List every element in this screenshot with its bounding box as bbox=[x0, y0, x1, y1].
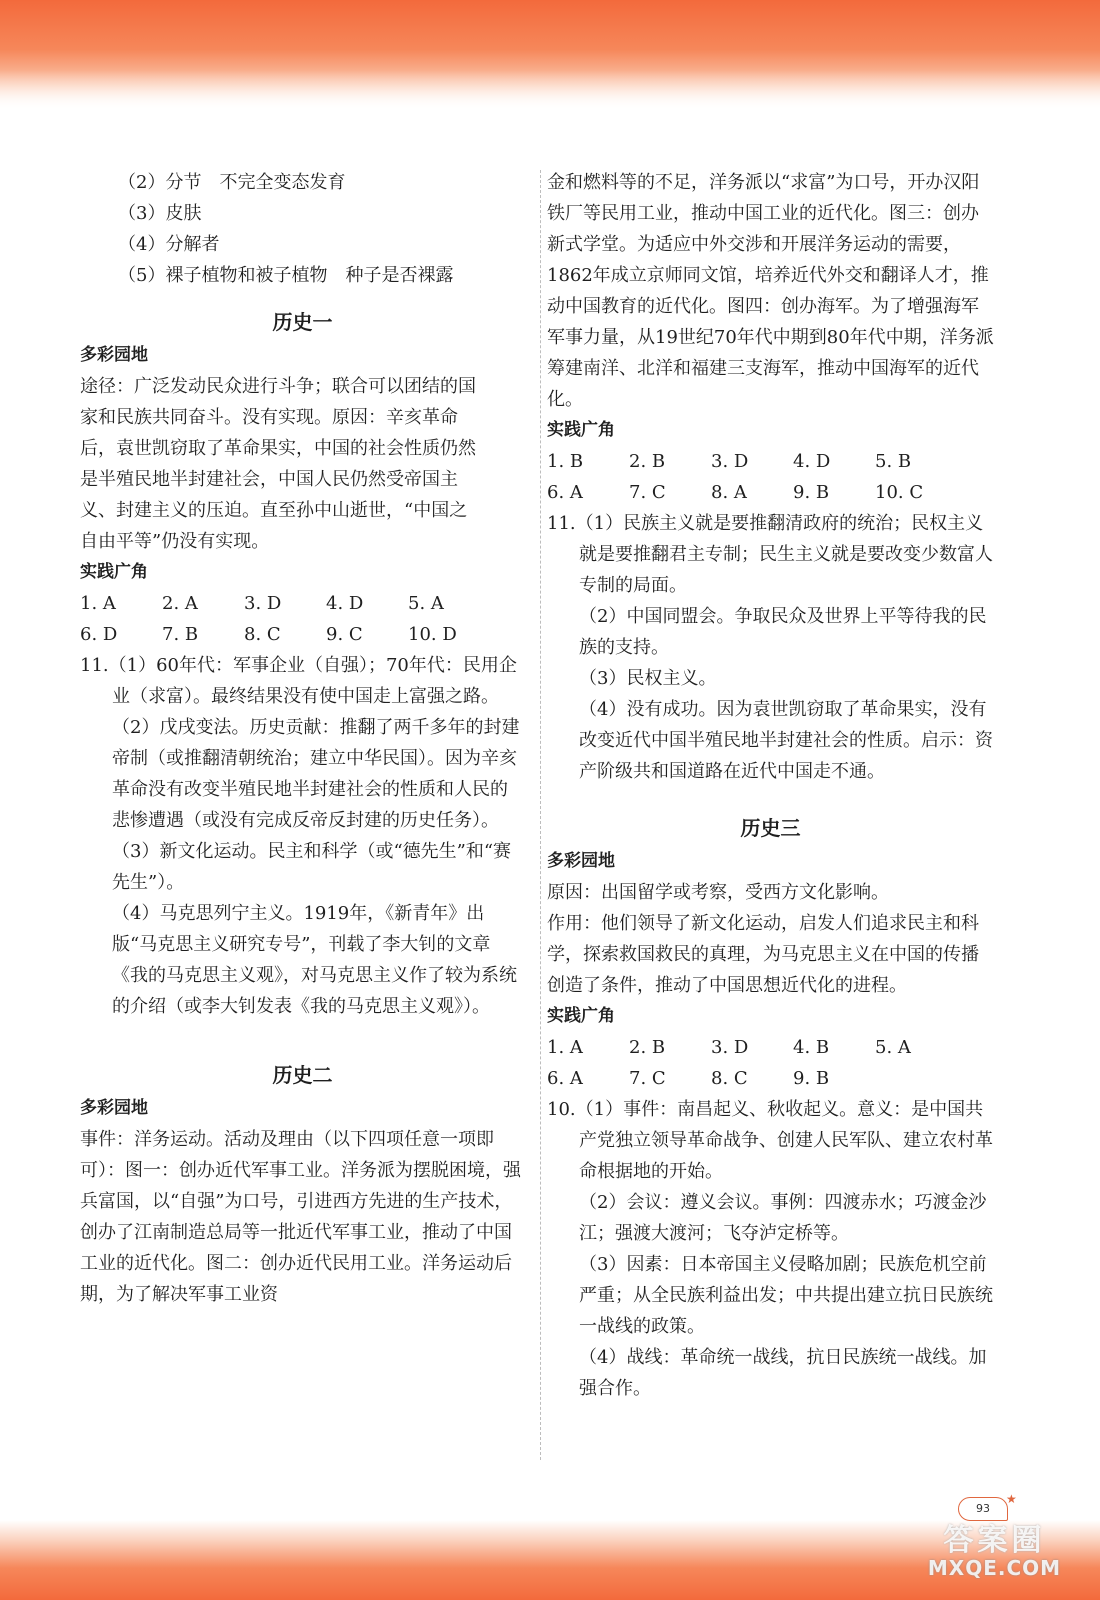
subheading-shijian: 实践广角 bbox=[80, 562, 148, 582]
subheading-shijian: 实践广角 bbox=[547, 1006, 615, 1026]
page-number: 93 bbox=[958, 1497, 1008, 1521]
column-divider bbox=[540, 170, 541, 1460]
answer-item: 3. D bbox=[711, 1037, 749, 1058]
left-column bbox=[80, 167, 525, 1310]
question-11-part4: （4）马克思列宁主义。1919年，《新青年》出版“马克思主义研究专号”，刊载了李大钊的文章《我的马克思主义观》，对马克思主义作了较为系统的介绍（或李大钊发表《我的马克思主义观》）。 bbox=[112, 903, 517, 1017]
question-11-part3: （3）民权主义。 bbox=[579, 668, 717, 689]
answer-item: 9. B bbox=[793, 1068, 830, 1089]
history2-paragraph-continued: 金和燃料等的不足，洋务派以“求富”为口号，开办汉阳铁厂等民用工业，推动中国工业的近代化。图三：创办新式学堂。为适应中外交涉和开展洋务运动的需要，1862年成立京师同文馆，培养近代外交和翻译人才，推动中国教育的近代化。图四：创办海军。为了增强海军军事力量，从19世纪70年代中期到80年代中期，洋务派筹建南洋、北洋和福建三支海军，推动中国海军的近代化。 bbox=[547, 172, 994, 410]
watermark-logo bbox=[902, 1525, 1087, 1585]
answer-row bbox=[547, 1063, 994, 1094]
answer-item: 2. B bbox=[629, 451, 666, 472]
answer-item: 5. A bbox=[875, 1037, 911, 1058]
answer-row bbox=[80, 588, 525, 619]
answer-item: 2. B bbox=[629, 1037, 666, 1058]
answer-item: 6. A bbox=[547, 482, 583, 503]
history2-paragraph: 事件：洋务运动。活动及理由（以下四项任意一项即可）：图一：创办近代军事工业。洋务派为摆脱困境，强兵富国，以“自强”为口号，引进西方先进的生产技术，创办了江南制造总局等一批近代军事工业，推动了中国工业的近代化。图二：创办近代民用工业。洋务运动后期，为了解决军事工业资 bbox=[80, 1129, 521, 1305]
answer-item: 1. A bbox=[80, 593, 116, 614]
right-column bbox=[547, 167, 994, 1404]
bio-answer-line: （2）分节 不完全变态发育 bbox=[118, 172, 346, 193]
answer-item: 5. B bbox=[875, 451, 912, 472]
answer-item: 10. C bbox=[875, 482, 924, 503]
subheading-duocai: 多彩园地 bbox=[547, 851, 615, 871]
question-11-part2: （2）戊戌变法。历史贡献：推翻了两千多年的封建帝制（或推翻清朝统治；建立中华民国）。因为辛亥革命没有改变半殖民地半封建社会的性质和人民的悲惨遭遇（或没有完成反帝反封建的历史任务）。 bbox=[112, 717, 520, 831]
answer-item: 4. D bbox=[793, 451, 831, 472]
bio-answer-line: （4）分解者 bbox=[118, 234, 220, 255]
answer-item: 9. C bbox=[326, 624, 363, 645]
subheading-duocai: 多彩园地 bbox=[80, 345, 148, 365]
answer-item: 1. A bbox=[547, 1037, 583, 1058]
answer-item: 4. D bbox=[326, 593, 364, 614]
section-title-history2: 历史二 bbox=[272, 1063, 333, 1087]
subheading-duocai: 多彩园地 bbox=[80, 1098, 148, 1118]
watermark-logo-text: 答案圈 bbox=[943, 1523, 1046, 1558]
question-11-part2: （2）中国同盟会。争取民众及世界上平等待我的民族的支持。 bbox=[579, 606, 987, 658]
watermark-url: MXQE.COM bbox=[927, 1556, 1062, 1580]
question-10-part3: （3）因素：日本帝国主义侵略加剧；民族危机空前严重；从全民族利益出发；中共提出建立抗日民族统一战线的政策。 bbox=[579, 1254, 993, 1337]
question-11-part1: 11.（1）60年代：军事企业（自强）；70年代：民用企业（求富）。最终结果没有使中国走上富强之路。 bbox=[80, 655, 517, 707]
answer-item: 2. A bbox=[162, 593, 198, 614]
answer-item: 8. C bbox=[244, 624, 281, 645]
answer-item: 1. B bbox=[547, 451, 584, 472]
paragraph-line: 自由平等”仍没有实现。 bbox=[80, 531, 270, 552]
answer-item: 6. D bbox=[80, 624, 118, 645]
answer-item: 7. C bbox=[629, 1068, 666, 1089]
answer-item: 6. A bbox=[547, 1068, 583, 1089]
answer-item: 8. C bbox=[711, 1068, 748, 1089]
history3-effect: 作用：他们领导了新文化运动，启发人们追求民主和科学，探索救国救民的真理，为马克思主义在中国的传播创造了条件，推动了中国思想近代化的进程。 bbox=[547, 913, 979, 996]
answer-item: 3. D bbox=[711, 451, 749, 472]
question-10-part1: 10.（1）事件：南昌起义、秋收起义。意义：是中国共产党独立领导革命战争、创建人民军队、建立农村革命根据地的开始。 bbox=[547, 1099, 993, 1182]
section-title-history3: 历史三 bbox=[740, 816, 801, 840]
answer-row bbox=[547, 1032, 994, 1063]
bio-answer-line: （3）皮肤 bbox=[118, 203, 202, 224]
answer-item: 10. D bbox=[408, 624, 457, 645]
answer-row bbox=[547, 477, 994, 508]
answer-item: 9. B bbox=[793, 482, 830, 503]
question-11-part1: 11.（1）民族主义就是要推翻清政府的统治；民权主义就是要推翻君主专制；民生主义就是要改变少数富人专制的局面。 bbox=[547, 513, 993, 596]
section-title-history1: 历史一 bbox=[272, 310, 333, 334]
question-10-part4: （4）战线：革命统一战线，抗日民族统一战线。加强合作。 bbox=[579, 1347, 987, 1399]
answer-item: 7. B bbox=[162, 624, 199, 645]
answer-item: 7. C bbox=[629, 482, 666, 503]
answer-row bbox=[547, 446, 994, 477]
paragraph-line: 是半殖民地半封建社会，中国人民仍然受帝国主 bbox=[80, 469, 458, 490]
answer-item: 8. A bbox=[711, 482, 747, 503]
paragraph-line: 后，袁世凯窃取了革命果实，中国的社会性质仍然 bbox=[80, 438, 476, 459]
question-11-part4: （4）没有成功。因为袁世凯窃取了革命果实，没有改变近代中国半殖民地半封建社会的性质。启示：资产阶级共和国道路在近代中国走不通。 bbox=[579, 699, 993, 782]
bio-answer-line: （5）裸子植物和被子植物 种子是否裸露 bbox=[118, 265, 454, 286]
paragraph-line: 途径：广泛发动民众进行斗争；联合可以团结的国 bbox=[80, 376, 476, 397]
top-decorative-band bbox=[0, 0, 1100, 110]
answer-item: 5. A bbox=[408, 593, 444, 614]
history3-reason: 原因：出国留学或考察，受西方文化影响。 bbox=[547, 882, 889, 903]
answer-item: 3. D bbox=[244, 593, 282, 614]
question-10-part2: （2）会议：遵义会议。事例：四渡赤水；巧渡金沙江；强渡大渡河；飞夺泸定桥等。 bbox=[579, 1192, 987, 1244]
paragraph-line: 义、封建主义的压迫。直至孙中山逝世，“中国之 bbox=[80, 500, 468, 521]
paragraph-line: 家和民族共同奋斗。没有实现。原因：辛亥革命 bbox=[80, 407, 458, 428]
question-11-part3: （3）新文化运动。民主和科学（或“德先生”和“赛先生”）。 bbox=[112, 841, 512, 893]
star-icon: ★ bbox=[1006, 1492, 1017, 1506]
subheading-shijian: 实践广角 bbox=[547, 420, 615, 440]
answer-row bbox=[80, 619, 525, 650]
answer-item: 4. B bbox=[793, 1037, 830, 1058]
